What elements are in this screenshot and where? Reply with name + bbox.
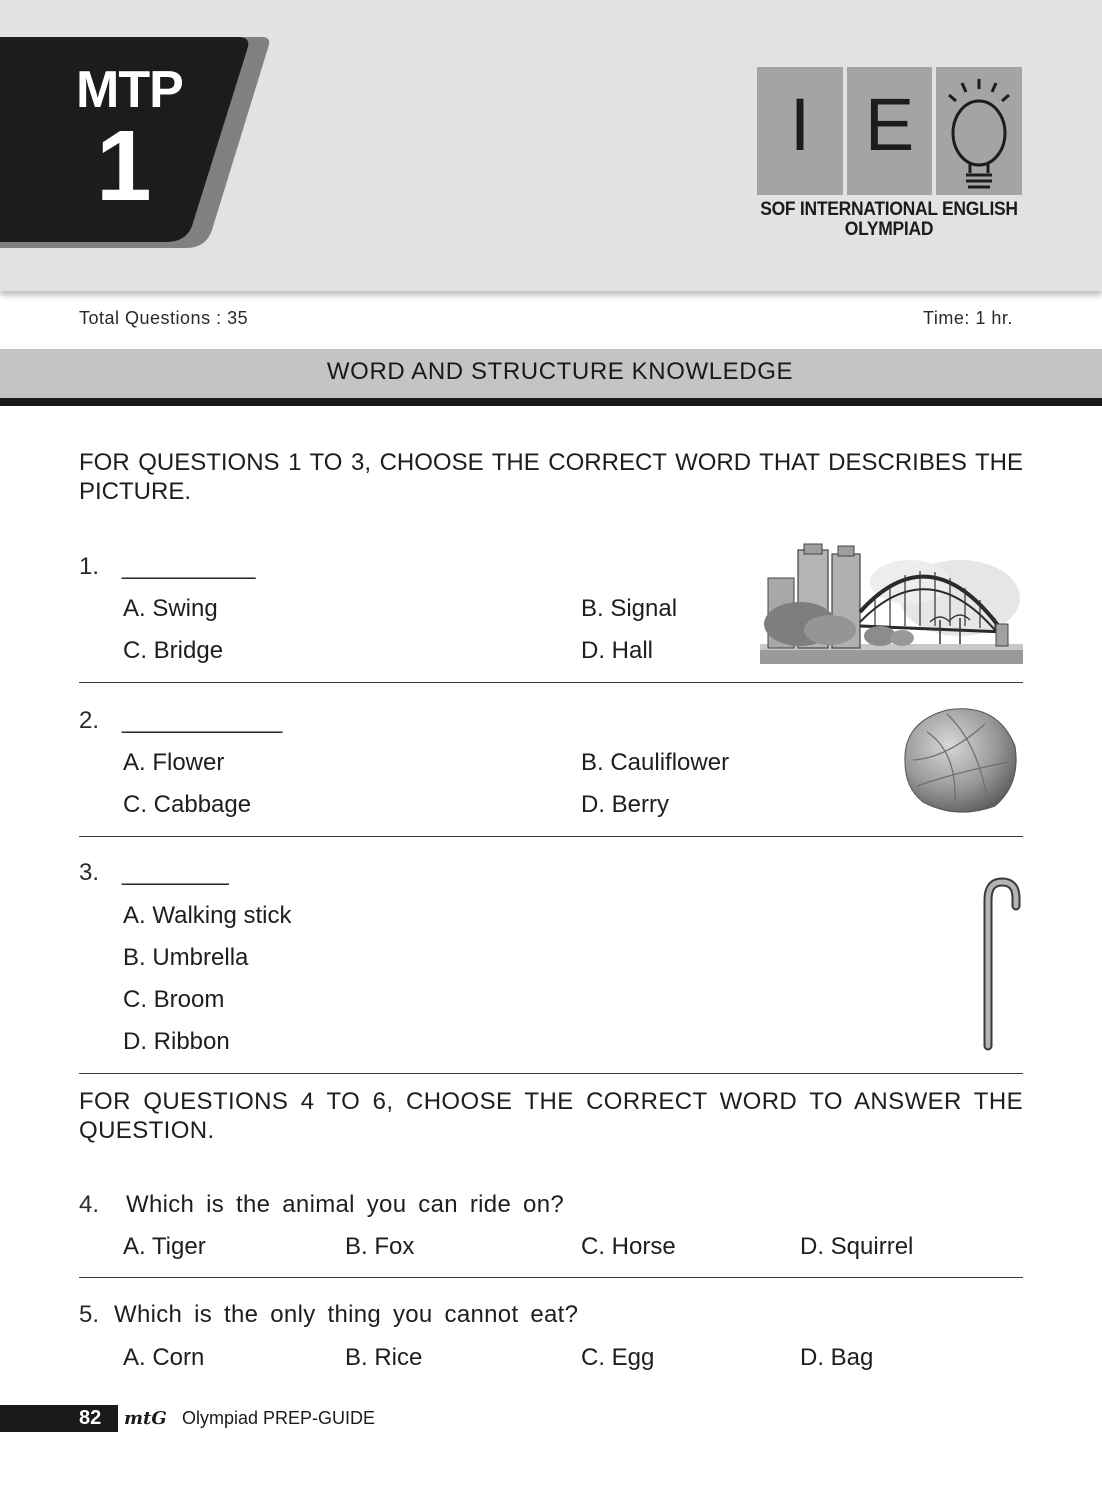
instruction-q4-6: FOR QUESTIONS 4 TO 6, CHOOSE THE CORRECT WORD TO ANSWER THE QUESTION. (79, 1088, 1023, 1144)
question-4-text: Which is the animal you can ride on? (126, 1191, 565, 1218)
question-4-number: 4. (79, 1191, 100, 1218)
question-4-option-b[interactable]: B. Fox (345, 1233, 415, 1260)
question-5-text: Which is the only thing you cannot eat? (114, 1301, 579, 1328)
section-title: WORD AND STRUCTURE KNOWLEDGE (326, 358, 794, 385)
ieo-tile-e (847, 67, 932, 195)
guide-name: Olympiad PREP-GUIDE (182, 1408, 376, 1428)
walking-stick-image (970, 874, 1026, 1056)
question-1-number: 1. (79, 553, 100, 580)
question-3-option-c[interactable]: C. Broom (123, 986, 225, 1013)
footer-page-badge (0, 1405, 118, 1432)
lightbulb-icon (936, 67, 1022, 195)
ieo-letter-e: E (864, 83, 915, 166)
question-5-option-d[interactable]: D. Bag (800, 1344, 874, 1371)
question-5-option-a[interactable]: A. Corn (123, 1344, 205, 1371)
mtp-badge (0, 0, 280, 265)
question-1-option-c[interactable]: C. Bridge (123, 637, 224, 664)
question-3-option-b[interactable]: B. Umbrella (123, 944, 249, 971)
question-4-option-d[interactable]: D. Squirrel (800, 1233, 914, 1260)
question-4-option-a[interactable]: A. Tiger (123, 1233, 206, 1260)
divider (79, 836, 1023, 837)
question-2-option-b[interactable]: B. Cauliflower (581, 749, 730, 776)
divider (79, 1277, 1023, 1278)
question-2-option-a[interactable]: A. Flower (123, 749, 225, 776)
question-3-option-d[interactable]: D. Ribbon (123, 1028, 230, 1055)
time-limit: Time: 1 hr. (923, 308, 1013, 328)
question-2-option-c[interactable]: C. Cabbage (123, 791, 252, 818)
mtp-number: 1 (96, 110, 152, 222)
total-questions: Total Questions : 35 (79, 308, 249, 328)
question-1-option-d[interactable]: D. Hall (581, 637, 654, 664)
question-1-blank: __________ (122, 553, 256, 580)
question-3-blank: ________ (122, 859, 229, 886)
question-2-blank: ____________ (122, 707, 283, 734)
page-number: 82 (79, 1407, 102, 1429)
divider (79, 682, 1023, 683)
ieo-caption (752, 200, 1026, 240)
question-5-number: 5. (79, 1301, 100, 1328)
question-3-number: 3. (79, 859, 100, 886)
ieo-letter-i: I (789, 83, 811, 166)
question-4-option-c[interactable]: C. Horse (581, 1233, 676, 1260)
instruction-q1-3: FOR QUESTIONS 1 TO 3, CHOOSE THE CORRECT WORD THAT DESCRIBES THE PICTURE. (79, 449, 1023, 505)
question-2-number: 2. (79, 707, 100, 734)
ieo-tile-o (936, 67, 1022, 195)
question-1-option-a[interactable]: A. Swing (123, 595, 218, 622)
question-3-option-a[interactable]: A. Walking stick (123, 902, 292, 929)
section-bar (0, 349, 1102, 406)
ieo-logo (757, 67, 1022, 195)
ieo-tile-i (757, 67, 843, 195)
question-5-option-b[interactable]: B. Rice (345, 1344, 423, 1371)
question-2-option-d[interactable]: D. Berry (581, 791, 670, 818)
ieo-caption-line2: OLYMPIAD (844, 219, 934, 240)
publisher-logo: mtG (124, 1408, 167, 1429)
ieo-caption-line1: SOF INTERNATIONAL ENGLISH (760, 199, 1018, 220)
bridge-image (760, 540, 1023, 664)
cabbage-image (897, 702, 1021, 816)
mtp-label: MTP (76, 61, 183, 119)
divider (79, 1073, 1023, 1074)
question-1-option-b[interactable]: B. Signal (581, 595, 678, 622)
question-5-option-c[interactable]: C. Egg (581, 1344, 655, 1371)
